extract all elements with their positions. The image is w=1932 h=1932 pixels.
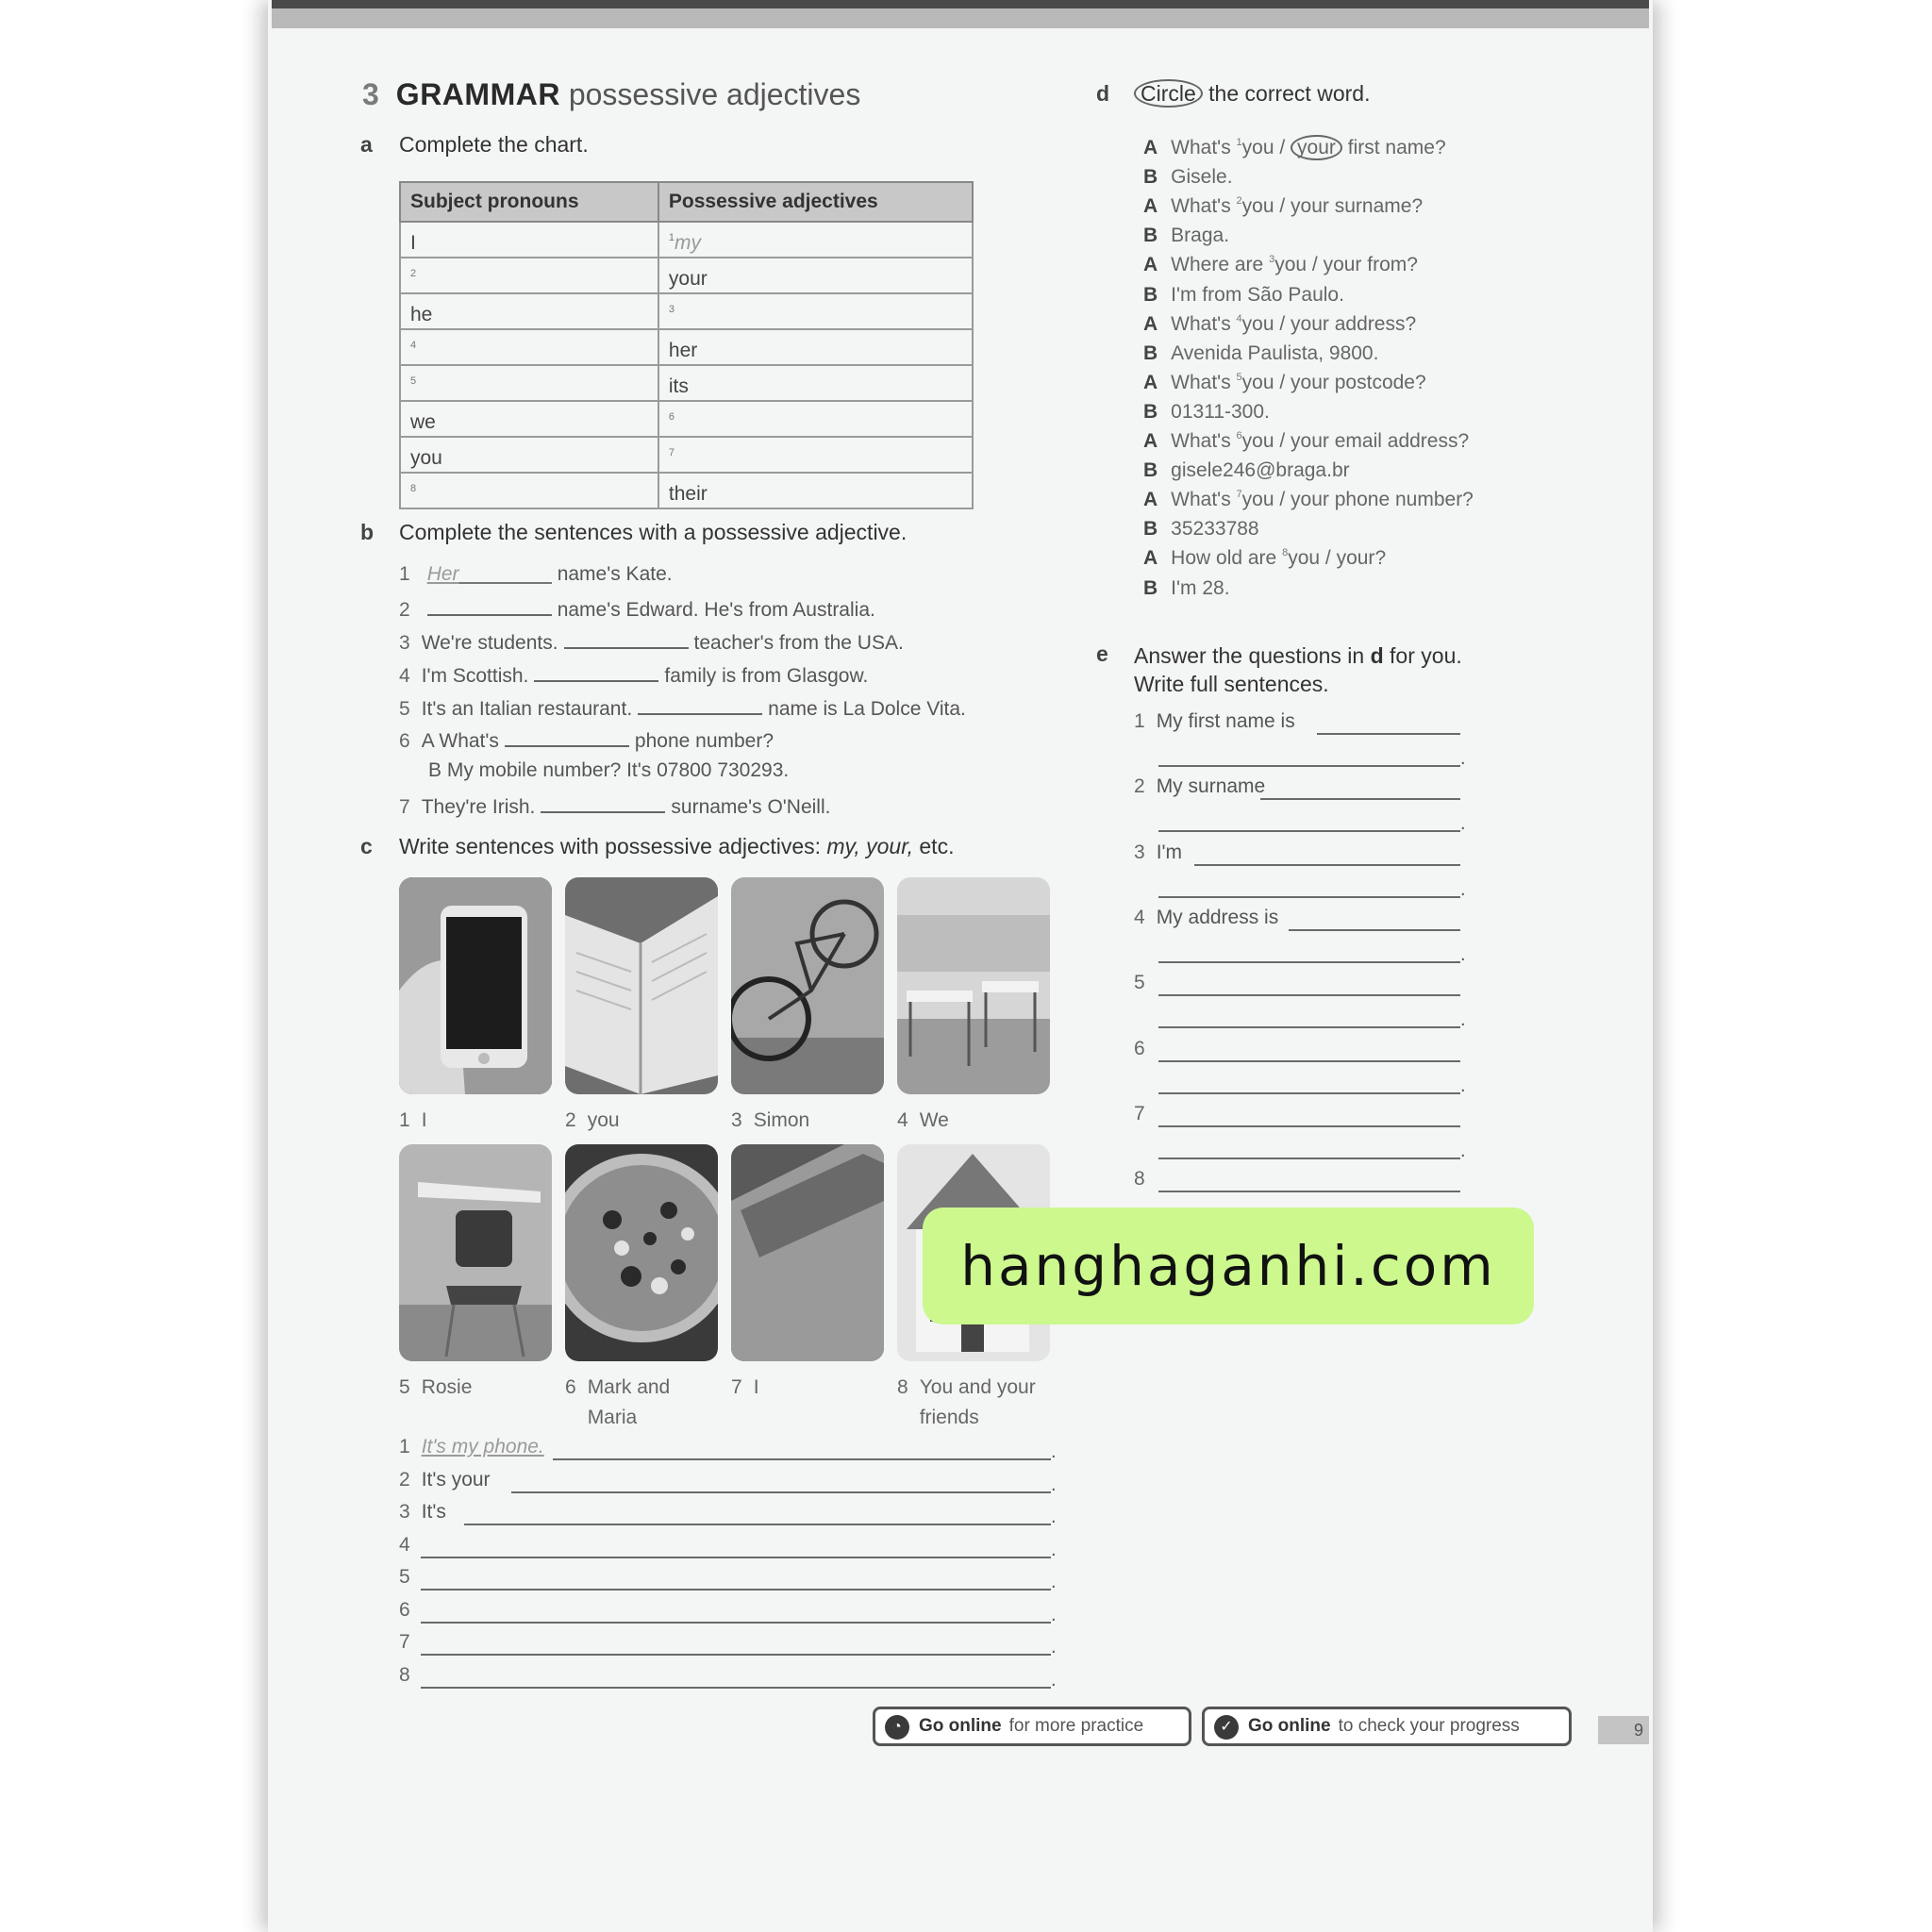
line-end-dot: . (1051, 1572, 1057, 1592)
subject-pronoun: you (410, 447, 442, 469)
sentence-item (399, 628, 904, 655)
chart-cell-subject (400, 473, 658, 508)
dialog-answer: Avenida Paulista, 9800. (1171, 341, 1379, 364)
sentence-end: family is from Glasgow. (664, 665, 869, 687)
dialog-answer: 35233788 (1171, 518, 1259, 541)
line-end-dot: . (1051, 1604, 1057, 1625)
item-number: 5 (399, 1566, 410, 1588)
watermark-badge: hanghaganhi.com (923, 1208, 1534, 1324)
answer-line[interactable] (464, 1524, 1051, 1525)
exercise-c-instruction: Write sentences with possessive adjectives: my, your, etc. (399, 834, 955, 858)
chart-row (400, 293, 973, 329)
writing-line (399, 1501, 446, 1524)
item-number: 4 (410, 340, 417, 351)
line-end-dot: . (1460, 943, 1466, 965)
speaker-label: B (1143, 283, 1158, 306)
chart-row (400, 222, 973, 258)
item-number: 4 (399, 1533, 410, 1556)
question-end: surname? (1334, 195, 1424, 218)
chart-row (400, 329, 973, 365)
option-you[interactable]: you (1241, 195, 1274, 218)
item-number: 7 (668, 447, 675, 458)
answer-line[interactable] (1317, 733, 1460, 735)
sentence-end: name's Kate. (557, 563, 673, 585)
answer-line[interactable] (1158, 896, 1460, 898)
answer-line[interactable] (421, 1687, 1051, 1689)
chart-cell-possessive (658, 329, 973, 365)
writing-line (399, 1664, 422, 1687)
phone-photo (399, 877, 552, 1094)
checkmark-icon: ✓ (1214, 1715, 1239, 1740)
sentence-item (399, 726, 774, 753)
question-start: What's (1171, 137, 1231, 158)
question-start: What's (1171, 430, 1231, 452)
answer-blank[interactable] (564, 628, 689, 649)
answer-line[interactable] (1158, 1125, 1460, 1127)
item-number: 8 (1282, 547, 1289, 559)
answer-line[interactable] (1158, 994, 1460, 996)
page-number: 9 (1598, 1716, 1649, 1744)
speaker-label: B (1143, 518, 1158, 541)
question-start: What's (1171, 371, 1231, 393)
book-photo (565, 877, 718, 1094)
line-end-dot: . (1460, 1074, 1466, 1096)
option-your[interactable]: your (1323, 254, 1362, 276)
sentence-start: I'm (1156, 841, 1183, 863)
item-number: 2 (399, 1468, 410, 1491)
exercise-a-instruction: Complete the chart. (399, 132, 589, 157)
chart-cell-subject (400, 258, 658, 293)
dialog-line: A What's $^1$you / your first name? (1143, 137, 1446, 158)
dialog-line: A What's $^4$you / your address? (1143, 312, 1417, 335)
exercise-e-instruction: Answer the questions in d for you. Write full sentences. (1134, 643, 1462, 696)
dialog-line: A How old are $^8$you / your? (1143, 547, 1387, 570)
option-your[interactable]: your (1291, 195, 1329, 218)
dialog-answer: Gisele. (1171, 166, 1233, 189)
writing-line (399, 1469, 491, 1491)
answer-item (1134, 1168, 1157, 1191)
speaker-label: A (1143, 195, 1158, 218)
photo-caption-4: 4 We (897, 1109, 949, 1131)
go-online-progress-button[interactable]: ✓ Go online to check your progress (1202, 1707, 1572, 1746)
chart-cell-possessive (658, 437, 973, 473)
chart-cell-possessive (658, 401, 973, 437)
item-number: 3 (399, 632, 410, 654)
sentence-start: I'm Scottish. (421, 665, 529, 687)
item-number: 5 (399, 698, 410, 720)
pronoun-chart (399, 181, 974, 509)
item-number: 2 (1236, 195, 1242, 208)
answer-item (1134, 1038, 1157, 1060)
chair-photo (399, 1144, 552, 1361)
writing-line (399, 1534, 422, 1557)
item-number: 7 (1236, 489, 1242, 501)
answer-item (1134, 1103, 1157, 1125)
sentence-item (399, 661, 868, 688)
dialog-answer: I'm from São Paulo. (1171, 283, 1344, 306)
dialog-line: A What's $^7$you / your phone number? (1143, 489, 1474, 511)
item-number: 2 (1134, 775, 1145, 798)
sentence-end: surname's O'Neill. (671, 796, 831, 818)
chart-cell-subject (400, 329, 658, 365)
option-you[interactable]: you (1241, 371, 1274, 393)
question-start: What's (1171, 195, 1231, 218)
dialog-answer: Braga. (1171, 225, 1230, 247)
answer-line[interactable] (1194, 864, 1460, 866)
photo-caption-6: 6 Mark and Maria (565, 1376, 671, 1428)
classroom-photo (897, 877, 1050, 1094)
possessive-adjective: her (668, 340, 698, 361)
item-number: 5 (410, 375, 417, 387)
photo-caption-8: 8 You and your friends (897, 1376, 1036, 1428)
question-end: first name? (1347, 137, 1446, 158)
speaker-label: B (1143, 225, 1158, 247)
item-number: 7 (1134, 1102, 1145, 1124)
subject-pronoun: we (410, 411, 436, 433)
question-end: address? (1334, 312, 1417, 335)
dialog-line (1143, 401, 1270, 424)
item-number: 6 (668, 411, 675, 423)
possessive-adjective: their (668, 483, 708, 505)
chart-row (400, 473, 973, 508)
line-end-dot: . (1051, 1507, 1057, 1527)
answer-line[interactable] (553, 1458, 1051, 1460)
dialog-line: A What's $^6$you / your email address? (1143, 430, 1470, 452)
answer-line[interactable] (1158, 1191, 1460, 1192)
line-end-dot: . (1051, 1441, 1057, 1462)
speaker-label: A (1143, 489, 1158, 511)
chart-row (400, 437, 973, 473)
question-start: What's (1171, 312, 1231, 335)
answer-line[interactable] (1158, 1158, 1460, 1159)
speaker-label: B (1143, 166, 1158, 189)
sentence-item (399, 694, 966, 721)
line-end-dot: . (1051, 1474, 1057, 1495)
option-you[interactable]: you (1274, 254, 1307, 276)
line-end-dot: . (1051, 1637, 1057, 1657)
answer-line[interactable] (1260, 798, 1460, 800)
chart-cell-possessive (658, 222, 973, 258)
exercise-d-instruction: Circle the correct word. (1134, 81, 1370, 107)
speaker-label: A (1143, 254, 1158, 276)
option-you[interactable]: you (1288, 547, 1321, 570)
speaker-label: B (1143, 576, 1158, 599)
item-number: 3 (668, 304, 675, 315)
option-your[interactable]: your (1291, 135, 1342, 160)
answer-line[interactable] (1158, 961, 1460, 963)
writing-line (399, 1436, 544, 1458)
item-number: 4 (399, 665, 410, 687)
dialog-line (1143, 225, 1229, 247)
answer-item (1134, 907, 1278, 929)
answer-blank[interactable] (534, 661, 658, 682)
dialog-answer: 01311-300. (1171, 400, 1270, 423)
answer-line[interactable] (1289, 929, 1460, 931)
chart-cell-possessive (658, 365, 973, 401)
item-number: 8 (399, 1663, 410, 1686)
speaker-label: B (1143, 341, 1158, 364)
item-number: 1 (1236, 137, 1242, 148)
item-number: 7 (399, 1631, 410, 1653)
answer-line[interactable] (421, 1622, 1051, 1624)
speaker-label: B (1143, 400, 1158, 423)
chart-cell-possessive (658, 293, 973, 329)
chart-header-possessive: Possessive adjectives (658, 182, 973, 222)
question-end: phone number? (1334, 489, 1474, 511)
item-number: 4 (1236, 312, 1242, 325)
top-border (272, 0, 1649, 28)
sentence-start: It's an Italian restaurant. (421, 698, 633, 720)
sentence-end: phone number? (634, 730, 774, 752)
writing-line (399, 1631, 422, 1654)
workbook-page (268, 0, 1653, 1932)
speaker-label: A (1143, 371, 1158, 393)
item-number: 7 (399, 796, 410, 818)
dialog-answer: I'm 28. (1171, 576, 1230, 599)
chart-row (400, 258, 973, 293)
line-end-dot: . (1460, 1009, 1466, 1031)
sentence-item (399, 563, 673, 586)
sentence-item (399, 792, 830, 819)
answer-item (1134, 775, 1265, 798)
line-end-dot: . (1460, 1140, 1466, 1161)
sentence-start: A What's (421, 730, 499, 752)
go-online-practice-button[interactable]: ◔ Go online for more practice (873, 1707, 1191, 1746)
dialog-line (1143, 577, 1230, 600)
photo-caption-2: 2 you (565, 1109, 620, 1131)
sentence-start: B My mobile number? It's 07800 730293. (428, 759, 790, 781)
question-start: How old are (1171, 547, 1277, 570)
practice-icon: ◔ (885, 1715, 909, 1740)
chart-cell-subject (400, 293, 658, 329)
dialog-line (1143, 518, 1259, 541)
item-number: 6 (1236, 430, 1242, 441)
exercise-b-letter: b (360, 520, 375, 544)
dialog-answer: gisele246@braga.br (1171, 459, 1350, 482)
pizza-photo (565, 1144, 718, 1361)
sentence-item (399, 595, 875, 622)
exercise-b-instruction: Complete the sentences with a possessive adjective. (399, 520, 908, 544)
option-your[interactable]: your (1291, 312, 1329, 335)
chart-row (400, 365, 973, 401)
chart-cell-possessive (658, 473, 973, 508)
item-number: 5 (1134, 972, 1145, 994)
chart-cell-subject (400, 365, 658, 401)
item-number: 3 (399, 1501, 410, 1523)
line-start: It's your (421, 1468, 491, 1491)
sentence-start: They're Irish. (421, 796, 536, 818)
item-number: 3 (1269, 254, 1275, 266)
line-end-dot: . (1460, 878, 1466, 900)
sentence-start: We're students. (421, 632, 558, 654)
exercise-c-letter: c (360, 834, 373, 858)
possessive-adjective: my (675, 232, 702, 254)
line-end-dot: . (1051, 1669, 1057, 1690)
item-number: 2 (410, 268, 417, 279)
dialog-line: A What's $^5$you / your postcode? (1143, 371, 1426, 393)
exercise-a-letter: a (360, 132, 373, 157)
speaker-label: A (1143, 430, 1158, 452)
option-you[interactable]: you (1241, 137, 1274, 158)
question-end: postcode? (1334, 371, 1426, 393)
photo-caption-1: 1 I (399, 1109, 427, 1131)
item-number: 1 (1134, 710, 1145, 732)
item-number: 8 (1134, 1168, 1145, 1191)
option-you[interactable]: you (1241, 489, 1274, 511)
answer-line[interactable] (1158, 1026, 1460, 1028)
answer-blank[interactable] (427, 595, 552, 616)
line-end-dot: . (1460, 748, 1466, 769)
item-number: 3 (1134, 841, 1145, 863)
subject-pronoun: I (410, 232, 416, 254)
exercise-e-letter: e (1096, 641, 1108, 666)
writing-line (399, 1566, 422, 1589)
item-number: 1 (399, 563, 410, 585)
section-title: 3 GRAMMAR possessive adjectives (362, 77, 861, 111)
option-your[interactable]: your (1291, 371, 1329, 393)
option-you[interactable]: you (1241, 312, 1274, 335)
sentence-start: My first name is (1156, 710, 1295, 732)
option-your[interactable]: your (1291, 489, 1329, 511)
chart-cell-subject (400, 401, 658, 437)
speaker-label: B (1143, 459, 1158, 482)
line-start: It's my phone. (421, 1436, 544, 1457)
answer-blank[interactable] (541, 792, 665, 813)
item-number: 1 (668, 232, 675, 243)
answer-item (1134, 972, 1157, 994)
sentence-start: My surname (1156, 775, 1266, 798)
possessive-adjective: its (668, 375, 689, 397)
dialog-line: A What's $^2$you / your surname? (1143, 195, 1424, 218)
option-your[interactable]: your (1336, 547, 1375, 570)
answer-line[interactable] (421, 1654, 1051, 1656)
subject-pronoun: he (410, 304, 433, 325)
sentence-end: name's Edward. He's from Australia. (557, 599, 875, 621)
item-number: 8 (410, 483, 417, 494)
question-end: email address? (1334, 430, 1470, 452)
sentence-end: teacher's from the USA. (693, 632, 904, 654)
answer-line[interactable] (421, 1589, 1051, 1591)
sentence-start: My address is (1156, 906, 1279, 928)
photo-caption-7: 7 I (731, 1376, 759, 1398)
question-start: Where are (1171, 254, 1264, 276)
item-number: 6 (399, 1598, 410, 1621)
speaker-label: A (1143, 312, 1158, 335)
example-answer: Her (426, 563, 459, 585)
dialog-line: A Where are $^3$you / your from? (1143, 254, 1418, 276)
question-start: What's (1171, 489, 1231, 511)
photo-caption-5: 5 Rosie (399, 1376, 473, 1398)
answer-blank[interactable] (505, 726, 629, 747)
answer-line[interactable] (1158, 1060, 1460, 1062)
chart-header-subject: Subject pronouns (400, 182, 658, 222)
bicycle-photo (731, 877, 884, 1094)
answer-blank[interactable] (427, 563, 552, 584)
exercise-d-letter: d (1096, 81, 1110, 106)
item-number: 1 (399, 1436, 410, 1457)
speaker-label: A (1143, 547, 1158, 570)
answer-blank[interactable] (638, 694, 762, 715)
answer-line[interactable] (421, 1557, 1051, 1558)
answer-line[interactable] (1158, 830, 1460, 832)
item-number: 5 (1236, 371, 1242, 383)
item-number: 4 (1134, 906, 1145, 928)
option-you[interactable]: you (1241, 430, 1274, 452)
chart-cell-subject (400, 437, 658, 473)
chart-cell-possessive (658, 258, 973, 293)
photo-caption-3: 3 Simon (731, 1109, 810, 1131)
answer-line[interactable] (1158, 765, 1460, 767)
question-end: from? (1367, 254, 1418, 276)
line-end-dot: . (1460, 813, 1466, 835)
question-end: ? (1374, 547, 1387, 570)
laptop-photo (731, 1144, 884, 1361)
dialog-line (1143, 284, 1344, 307)
line-start: It's (421, 1501, 446, 1523)
item-number: 6 (1134, 1037, 1145, 1059)
option-your[interactable]: your (1291, 430, 1329, 452)
chart-row (400, 401, 973, 437)
possessive-adjective: your (668, 268, 708, 290)
chart-cell-subject (400, 222, 658, 258)
item-number: 2 (399, 599, 410, 621)
dialog-line (1143, 342, 1378, 365)
sentence-item (417, 759, 789, 782)
dialog-line (1143, 459, 1350, 482)
answer-item (1134, 841, 1182, 864)
sentence-end: name is La Dolce Vita. (768, 698, 966, 720)
line-end-dot: . (1051, 1539, 1057, 1560)
answer-line[interactable] (511, 1491, 1051, 1493)
answer-line[interactable] (1158, 1092, 1460, 1094)
dialog-line (1143, 166, 1233, 189)
item-number: 6 (399, 730, 410, 752)
speaker-label: A (1143, 137, 1158, 158)
answer-item (1134, 710, 1295, 733)
writing-line (399, 1599, 422, 1622)
